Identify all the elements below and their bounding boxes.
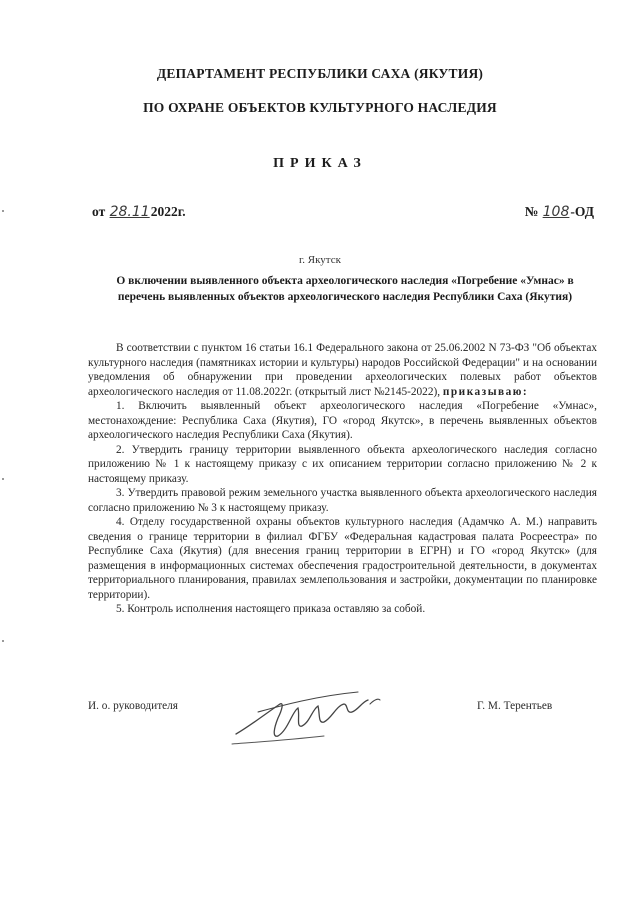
date-prefix: от	[92, 204, 106, 219]
order-title: О включении выявленного объекта археологического наследия «Погребение «Умнас» в перечень выявленных объектов археологического наследия Республики Саха (Якутия)	[116, 275, 574, 303]
city-line: г. Якутск	[299, 254, 341, 266]
signatory-name: Г. М. Терентьев	[477, 700, 553, 712]
order-item-4: 4. Отделу государственной охраны объектов культурного наследия (Адамчко А. М.) направить сведения о границе территории в филиал ФГБУ «Федеральная кадастровая палата Росреестра» по Республике Саха (Якутия) (для внесения границ территории в ЕГРН) и ГО «город Якутск» (для размещения в информационных системах обеспечения градостроительной деятельности, в документах территориального планирования, правилах землепользования и застройки, документации по планировке территории).	[88, 516, 597, 601]
scan-artifact	[2, 478, 4, 480]
order-number	[525, 204, 594, 220]
signatory-position: И. о. руководителя	[88, 700, 178, 712]
number-handwritten: 108	[542, 204, 570, 220]
department-name-line2: ПО ОХРАНЕ ОБЪЕКТОВ КУЛЬТУРНОГО НАСЛЕДИЯ	[143, 100, 497, 115]
number-prefix: №	[524, 204, 539, 219]
date-year: 2022г.	[150, 204, 186, 219]
preamble-emphasis: приказываю:	[442, 385, 529, 398]
number-suffix: -ОД	[570, 204, 594, 219]
document-type-heading: ПРИКАЗ	[273, 156, 367, 171]
scan-artifact	[2, 210, 4, 212]
department-name-line1: ДЕПАРТАМЕНТ РЕСПУБЛИКИ САХА (ЯКУТИЯ)	[156, 66, 484, 81]
order-body	[88, 341, 597, 617]
order-item-2: 2. Утвердить границу территории выявленного объекта археологического наследия согласно приложению № 1 к настоящему приказу с их описанием территории согласно приложению № 2 к настоящему приказу.	[88, 443, 597, 485]
date-handwritten: 28.11	[109, 204, 150, 220]
order-item-5: 5. Контроль исполнения настоящего приказа оставляю за собой.	[116, 603, 426, 615]
order-date	[92, 204, 186, 220]
preamble-paragraph	[88, 341, 597, 399]
preamble-text: В соответствии с пунктом 16 статьи 16.1 Федерального закона от 25.06.2002 N 73-ФЗ "Об объектах культурного наследия (памятниках истории и культуры) народов Российской Федерации" и на основании уведомления об обнаружении при проведении археологических полевых работ объектов археологического наследия от 11.08.2022г. (открытый лист №2145-2022),	[88, 342, 597, 398]
scan-artifact	[2, 640, 4, 642]
handwritten-signature	[228, 682, 388, 754]
order-item-1: 1. Включить выявленный объект археологического наследия «Погребение «Умнас», местонахождение: Республика Саха (Якутия), ГО «город Якутск», в перечень выявленных объектов археологического наследия Республики Саха (Якутия).	[88, 400, 597, 441]
order-item-3: 3. Утвердить правовой режим земельного участка выявленного объекта археологического наследия согласно приложению № 3 к настоящему приказу.	[88, 487, 597, 514]
